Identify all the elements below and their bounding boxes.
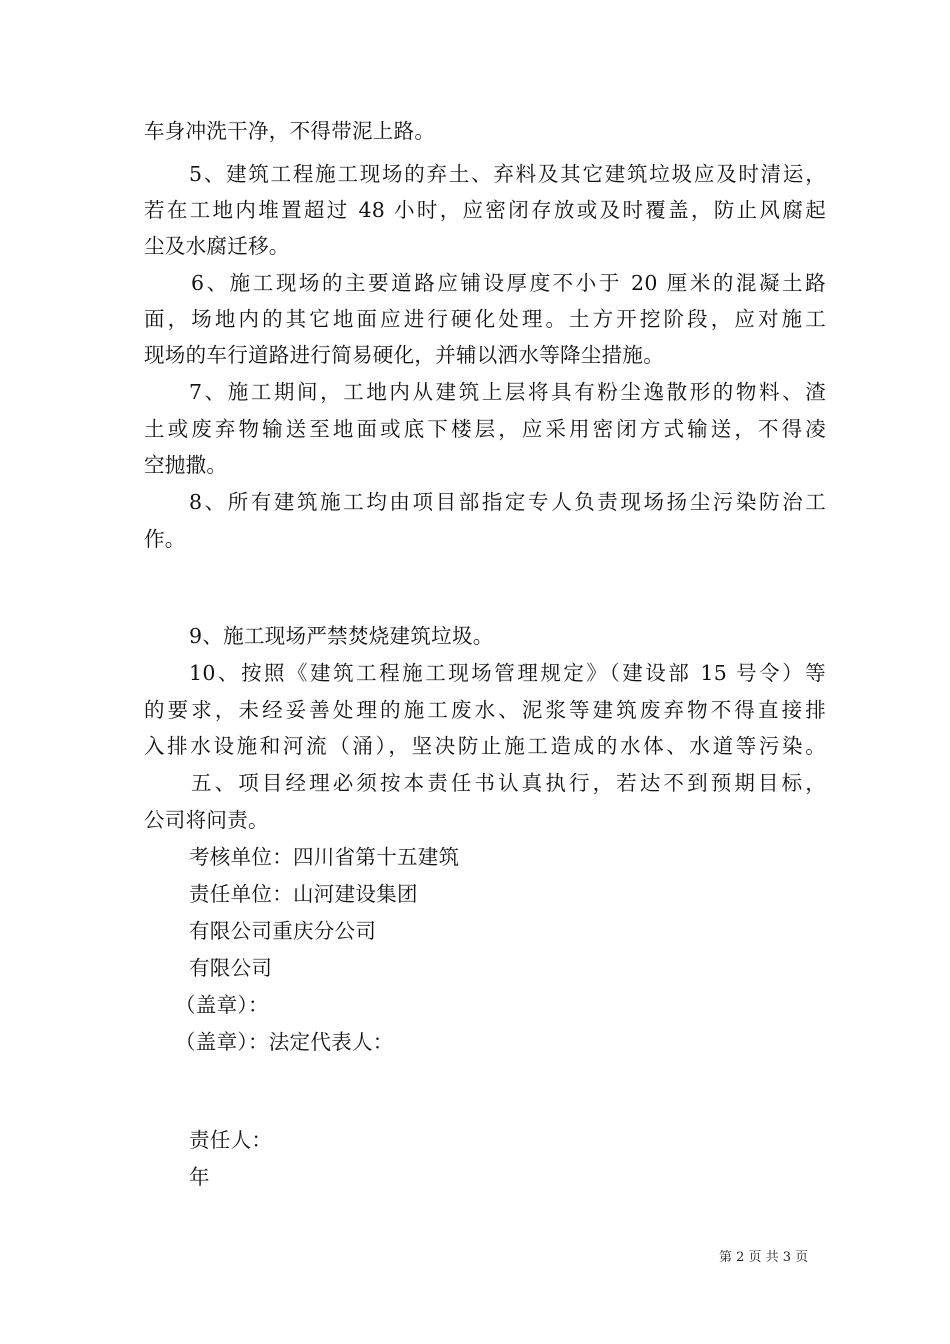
text-line-24: （盖章）：法定代表人： (175, 1030, 394, 1054)
text-line-17: 五、项目经理必须按本责任书认真执行，若达不到预期目标， (191, 771, 826, 795)
text-line-9: 土或废弃物输送至地面或底下楼层，应采用密闭方式输送，不得凌 (144, 417, 826, 441)
text-line-14: 10、按照《建筑工程施工现场管理规定》（建设部 15 号令）等 (189, 661, 826, 685)
text-line-18: 公司将问责。 (144, 808, 269, 832)
text-line-3: 若在工地内堆置超过 48 小时，应密闭存放或及时覆盖，防止风腐起 (144, 198, 826, 222)
text-line-8: 7、施工期间，工地内从建筑上层将具有粉尘逸散形的物料、渣 (189, 380, 826, 404)
text-line-26: 年 (189, 1165, 210, 1189)
text-line-1: 车身冲洗干净，不得带泥上路。 (144, 119, 436, 143)
text-line-7: 现场的车行道路进行简易硬化，并辅以洒水等降尘措施。 (144, 343, 664, 367)
text-line-13: 9、施工现场严禁焚烧建筑垃圾。 (189, 624, 494, 648)
text-line-22: 有限公司 (189, 956, 273, 980)
text-line-2: 5、建筑工程施工现场的弃土、弃料及其它建筑垃圾应及时清运， (189, 162, 826, 186)
text-line-4: 尘及水腐迁移。 (144, 234, 290, 258)
text-line-20: 责任单位：山河建设集团 (189, 882, 418, 906)
text-line-10: 空抛撒。 (144, 453, 228, 477)
page-number: 第 2 页 共 3 页 (719, 1250, 809, 1265)
text-line-25: 责任人： (189, 1128, 273, 1152)
text-line-12: 作。 (144, 527, 186, 551)
text-line-5: 6、施工现场的主要道路应铺设厚度不小于 20 厘米的混凝土路 (191, 271, 826, 295)
text-line-16: 入排水设施和河流（涌），坚决防止施工造成的水体、水道等污染。 (144, 734, 826, 758)
text-line-11: 8、所有建筑施工均由项目部指定专人负责现场扬尘污染防治工 (189, 490, 826, 514)
text-line-6: 面，场地内的其它地面应进行硬化处理。土方开挖阶段，应对施工 (144, 307, 826, 331)
text-line-19: 考核单位：四川省第十五建筑 (189, 845, 460, 869)
text-line-21: 有限公司重庆分公司 (189, 919, 377, 943)
text-line-15: 的要求，未经妥善处理的施工废水、泥浆等建筑废弃物不得直接排 (144, 698, 826, 722)
text-line-23: （盖章）： (175, 993, 269, 1017)
